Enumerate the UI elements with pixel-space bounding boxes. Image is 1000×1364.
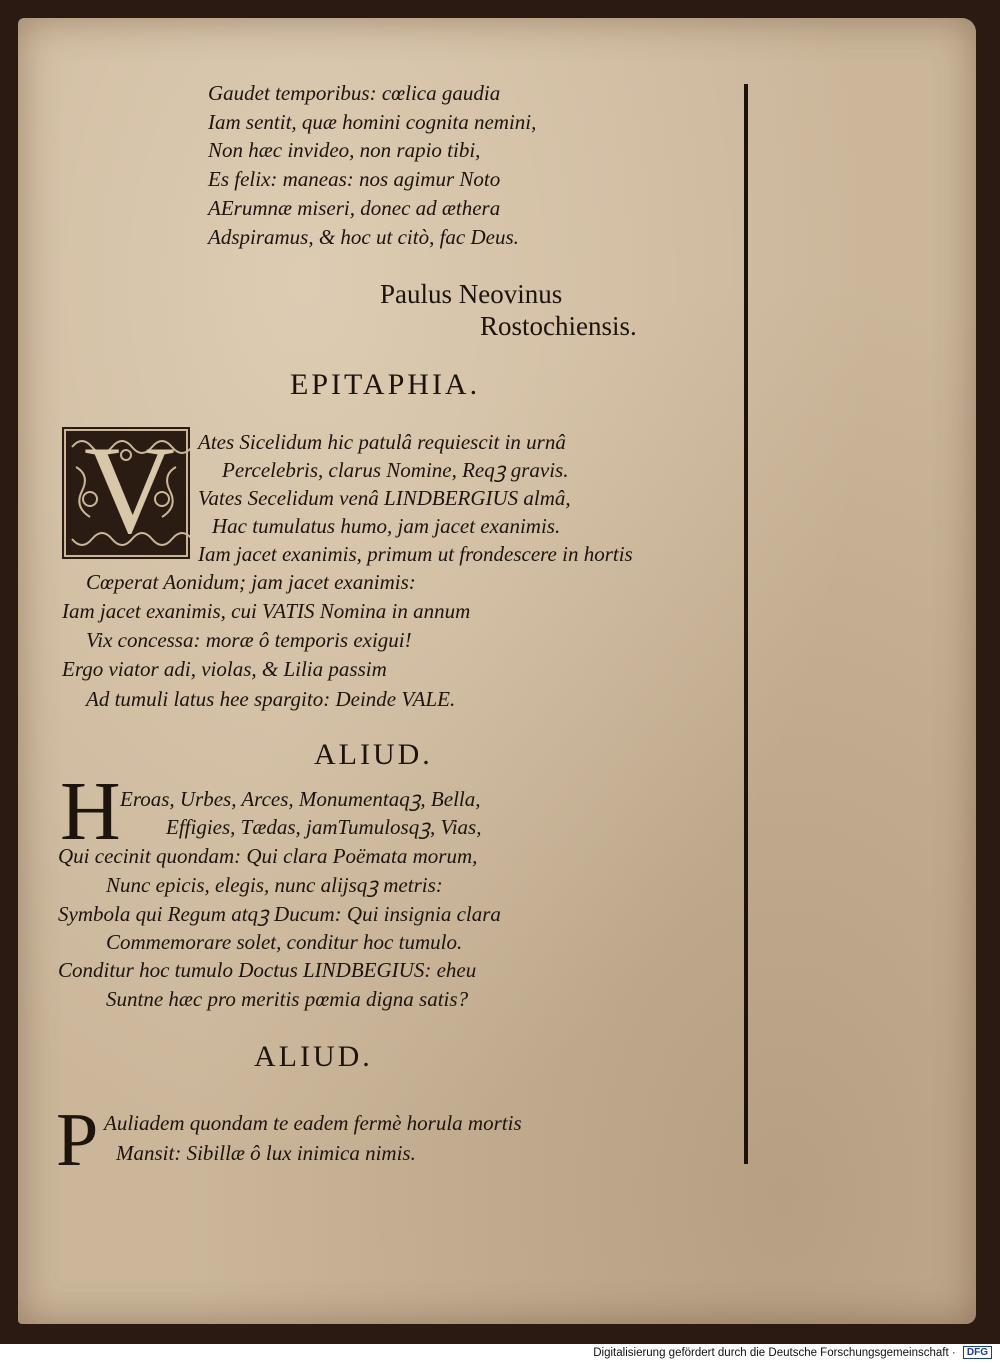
epitaph-line: Ad tumuli latus hee spargito: Deinde VALE. <box>86 687 456 711</box>
epitaph-line: Vix concessa: moræ ô temporis exigui! <box>86 628 412 652</box>
epitaph-line: Hac tumulatus humo, jam jacet exanimis. <box>212 514 561 538</box>
epitaph-line: Vates Secelidum venâ LINDBERGIUS almâ, <box>198 486 571 510</box>
digitization-credit <box>593 1346 992 1360</box>
aliud-line: Auliadem quondam te eadem fermè horula mortis <box>104 1111 522 1135</box>
poem-line: AErumnæ miseri, donec ad æthera <box>208 196 501 220</box>
dfg-logo-icon: DFG <box>963 1346 992 1359</box>
section-heading-aliud: ALIUD. <box>314 738 433 771</box>
author-origin: Rostochiensis. <box>480 311 637 341</box>
epitaph-line: Iam jacet exanimis, cui VATIS Nomina in annum <box>62 599 471 623</box>
poem-line: Adspiramus, & hoc ut citò, fac Deus. <box>208 225 519 249</box>
aliud-line: Qui cecinit quondam: Qui clara Poëmata morum, <box>58 844 478 868</box>
poem-line: Iam sentit, quæ homini cognita nemini, <box>208 110 537 134</box>
section-heading-epitaphia: EPITAPHIA. <box>290 368 481 401</box>
credit-text: Digitalisierung gefördert durch die Deutsche Forschungsgemeinschaft · <box>593 1347 956 1359</box>
drop-cap-p: P <box>56 1098 99 1182</box>
aliud-line: Conditur hoc tumulo Doctus LINDBEGIUS: eheu <box>58 958 477 982</box>
author-name: Paulus Neovinus <box>380 279 563 309</box>
aliud-line: Mansit: Sibillæ ô lux inimica nimis. <box>116 1141 416 1165</box>
decorated-initial-v <box>62 421 190 560</box>
aliud-line: Commemorare solet, conditur hoc tumulo. <box>106 930 463 954</box>
margin-rule <box>744 84 748 1164</box>
epitaph-line: Cœperat Aonidum; jam jacet exanimis: <box>86 570 416 594</box>
drop-cap-h: H <box>60 765 121 858</box>
aliud-line: Eroas, Urbes, Arces, Monumentaqꝫ, Bella, <box>120 787 481 811</box>
aliud-line: Nunc epicis, elegis, nunc alijsqꝫ metris: <box>106 873 443 897</box>
section-heading-aliud: ALIUD. <box>254 1040 373 1073</box>
poem-line: Non hæc invideo, non rapio tibi, <box>208 138 481 162</box>
aliud-line: Symbola qui Regum atqꝫ Ducum: Qui insignia clara <box>58 902 501 926</box>
epitaph-line: Ates Sicelidum hic patulâ requiescit in urnâ <box>198 430 566 454</box>
epitaph-line: Iam jacet exanimis, primum ut frondescere in hortis <box>198 542 633 566</box>
aliud-line: Effigies, Tædas, jamTumulosqꝫ, Vias, <box>166 815 482 839</box>
epitaph-line: Ergo viator adi, violas, & Lilia passim <box>62 657 387 681</box>
aliud-line: Suntne hæc pro meritis pœmia digna satis? <box>106 987 469 1011</box>
initial-letter: V <box>84 421 175 560</box>
poem-line: Gaudet temporibus: cœlica gaudia <box>208 81 501 105</box>
epitaph-line: Percelebris, clarus Nomine, Reqꝫ gravis. <box>222 458 569 482</box>
poem-line: Es felix: maneas: nos agimur Noto <box>208 167 501 191</box>
